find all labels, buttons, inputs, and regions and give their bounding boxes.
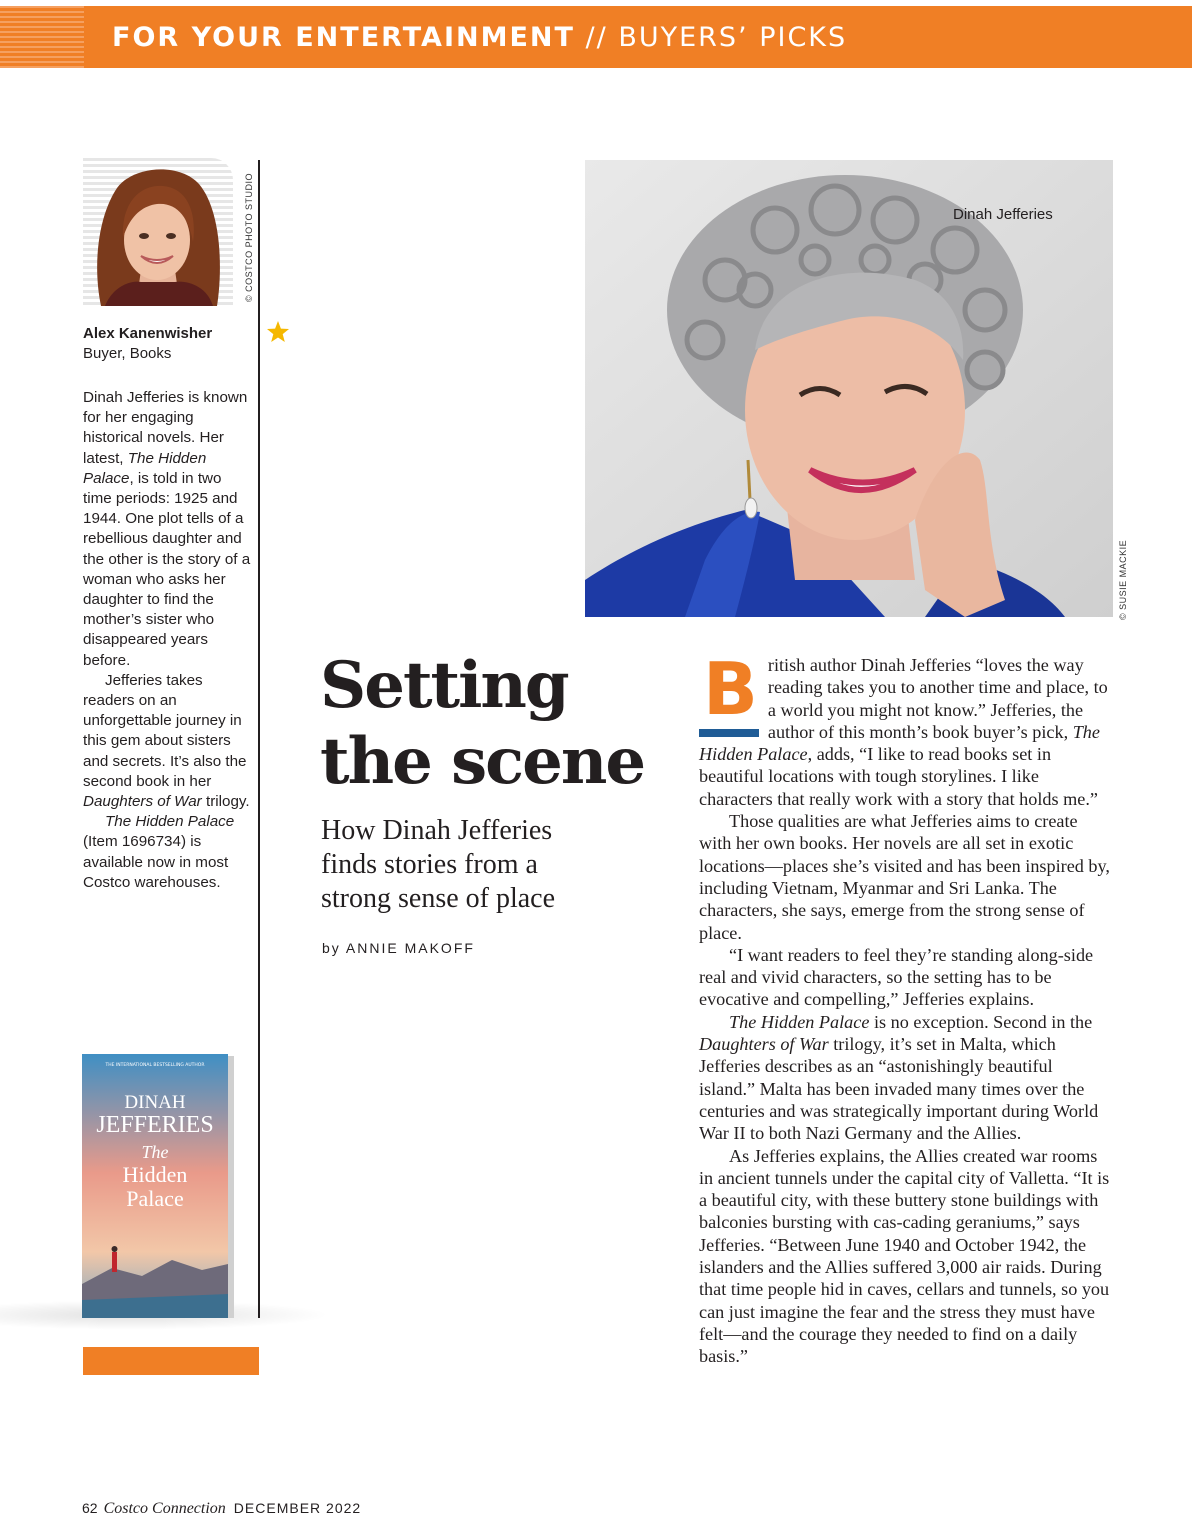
sidebar-blurb	[83, 388, 253, 893]
buyer-role: Buyer, Books	[83, 345, 172, 362]
book-title: The Hidden Palace	[83, 449, 207, 487]
buyer-photo	[83, 158, 233, 306]
book-tagline: THE INTERNATIONAL BESTSELLING AUTHOR	[105, 1063, 205, 1068]
body-paragraph: “I want readers to feel they’re standing along-side real and vivid characters, so the setting has to be evocative and compelling,” Jefferies explains.	[699, 944, 1094, 1010]
author-photo-credit: © SUSIE MACKIE	[1118, 539, 1128, 620]
article-deck: How Dinah Jefferies finds stories from a strong sense of place	[321, 815, 556, 914]
header-subsection: BUYERS’ PICKS	[618, 22, 848, 53]
article-body	[699, 647, 1113, 1368]
article-headline	[320, 648, 644, 800]
body-paragraph: The Hidden Palace is no exception. Second in the Daughters of War trilogy, it’s set in Malta, which Jefferies describes as an “astonishingly beautiful island.” Malta has been invaded many times over the centuries and was strategically important during World War II to both Nazi Germany and the Allies.	[699, 1011, 1099, 1144]
headline-line: Setting	[320, 648, 568, 723]
series-title: Daughters of War	[83, 793, 202, 811]
page-number: 62	[82, 1500, 98, 1516]
article-byline	[322, 940, 475, 956]
star-icon	[266, 320, 290, 344]
page-footer	[82, 1500, 361, 1516]
orange-accent-bar	[83, 1347, 259, 1375]
dropcap-letter: B	[703, 647, 758, 731]
series-title: Daughters of War	[699, 1034, 829, 1055]
section-header	[0, 6, 1192, 68]
author-photo	[585, 160, 1113, 617]
book-cover-image	[82, 1054, 234, 1318]
sidebar-paragraph: Jefferies takes readers on an unforgettable journey in this gem about sisters and secrets. It’s also the second book in her Daughters of War trilogy.	[83, 671, 250, 811]
book-title: The Hidden Palace	[699, 721, 1100, 765]
header-title	[112, 22, 847, 53]
book-title-line: Hidden	[122, 1162, 188, 1187]
header-separator: //	[585, 22, 608, 53]
buyer-photo-credit: © COSTCO PHOTO STUDIO	[244, 173, 254, 302]
sidebar-paragraph: The Hidden Palace (Item 1696734) is available now in most Costco warehouses.	[83, 813, 235, 891]
book-title-line: The	[141, 1142, 169, 1162]
sidebar-divider	[258, 160, 260, 1318]
headline-line: the scene	[320, 724, 645, 799]
book-author-last: JEFFERIES	[96, 1112, 214, 1138]
book-author-first: DINAH	[124, 1092, 186, 1113]
issue-date: DECEMBER 2022	[233, 1500, 362, 1516]
byline-name: ANNIE MAKOFF	[345, 940, 475, 956]
body-paragraph: Those qualities are what Jefferies aims to create with her own books. Her novels are all set in exotic locations—places she’s visited and has been inspired by, including Vietnam, Myanmar and Sri Lanka. The characters, she says, emerge from the strong sense of place.	[699, 811, 1110, 943]
book-title-line: Palace	[126, 1186, 184, 1211]
sidebar-paragraph: Dinah Jefferies is known for her engaging historical novels. Her latest, The Hidden Palace, is told in two time periods: 1925 and 1944. One plot tells of a rebellious daughter and the other is the story of a woman who asks her daughter to find the mother’s sister who disappeared years before.	[83, 389, 251, 669]
author-photo-caption: Dinah Jefferies	[953, 206, 1053, 223]
buyer-name: Alex Kanenwisher	[83, 325, 213, 342]
header-stripes-decoration	[0, 6, 84, 68]
book-title: The Hidden Palace	[105, 813, 235, 831]
body-paragraph: British author Dinah Jefferies “loves the way reading takes you to another time and place, to a world you might not know.” Jefferies, the author of this month’s book buyer’s pick, The Hidden Palace, adds, “I like to read books set in beautiful locations with tough storylines. I like characters that really work with a story that holds me.”	[699, 647, 1108, 809]
header-section: FOR YOUR ENTERTAINMENT	[112, 22, 575, 53]
magazine-name: Costco Connection	[103, 1500, 226, 1516]
byline-prefix: by	[322, 940, 341, 956]
body-paragraph: As Jefferies explains, the Allies created war rooms in ancient tunnels under the capital city of Valletta. “It is a beautiful city, with these buttery stone buildings with balconies bursting with cas-cading geraniums,” says Jefferies. “Between June 1940 and October 1942, the islanders and the Allies suffered 3,000 air raids. During that time people hid in caves, cellars and tunnels, so you can just imagine the fear and the stress they must have felt—and the courage they needed to find on a daily basis.”	[699, 1145, 1110, 1367]
book-title: The Hidden Palace	[729, 1011, 870, 1032]
